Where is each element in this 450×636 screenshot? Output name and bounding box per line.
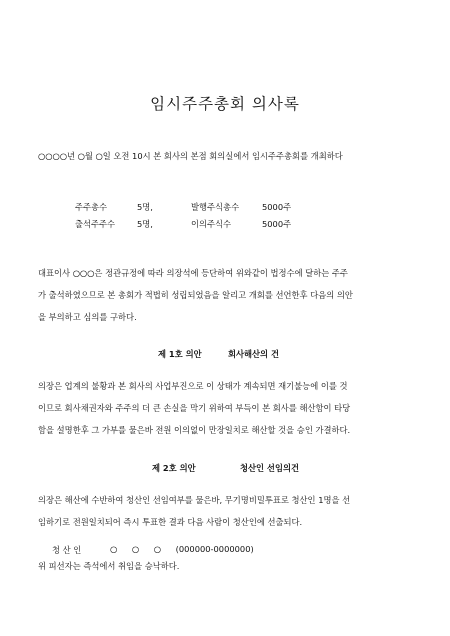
liquidator-name: ○ ○ ○ (000000-0000000)	[110, 544, 254, 554]
stat-label-dissenting-shares: 이의주식수	[191, 219, 232, 229]
agenda1-paragraph	[38, 375, 423, 441]
agenda2-line: 의장은 해산에 수반하여 청산인 선임여부를 물은바, 무기명비밀투표로 청산인 1명을 선	[38, 495, 351, 505]
stat-value-attending-shareholders: 5명,	[137, 219, 153, 229]
stat-label-issued-shares: 발행주식총수	[191, 202, 240, 212]
stat-value-issued-shares: 5000주	[262, 202, 292, 212]
agenda1-line: 함을 설명한후 그 가부를 물은바 전원 이의없이 만장일치로 해산할 것을 승인 가결하다.	[38, 425, 351, 435]
intro-paragraph	[38, 262, 423, 328]
agenda2-line: 임하기로 전원일치되어 즉시 투표한 결과 다음 사람이 청산인에 선출되다.	[38, 517, 303, 527]
agenda1-line: 이므로 회사채권자와 주주의 더 큰 손실을 막기 위하여 부득이 본 회사를 해산함이 타당	[38, 403, 351, 413]
agenda1-title: 회사해산의 건	[228, 349, 279, 359]
agenda2-title: 청산인 선임의건	[240, 463, 299, 473]
agenda2-paragraph	[38, 489, 423, 533]
opening-statement: ○○○○년 ○월 ○일 오전 10시 본 회사의 본점 회의실에서 임시주주총회를 개최하다	[38, 151, 343, 161]
stat-value-total-shareholders: 5명,	[137, 202, 153, 212]
agenda2-number: 제 2호 의안	[152, 463, 196, 473]
agenda1-number: 제 1호 의안	[158, 349, 202, 359]
liquidator-label: 청 산 인	[52, 545, 82, 555]
acceptance-statement: 위 피선자는 즉석에서 취임을 승낙하다.	[38, 561, 180, 571]
stat-value-dissenting-shares: 5000주	[262, 219, 292, 229]
stat-label-attending-shareholders: 출석주주수	[75, 219, 116, 229]
intro-line: 대표이사 ○○○은 정관규정에 따라 의장석에 등단하여 위와같이 법정수에 달하는 주주	[38, 268, 348, 278]
stat-label-total-shareholders: 주주총수	[75, 202, 108, 212]
document-title: 임시주주총회 의사록	[150, 95, 300, 113]
intro-line: 을 부의하고 심의를 구하다.	[38, 312, 137, 322]
intro-line: 가 출석하였으므로 본 총회가 적법히 성립되었음을 알리고 개회를 선언한후 다음의 의안	[38, 290, 353, 300]
agenda1-line: 의장은 업계의 불황과 본 회사의 사업부진으로 이 상태가 계속되면 재기불능에 이를 것	[38, 381, 348, 391]
